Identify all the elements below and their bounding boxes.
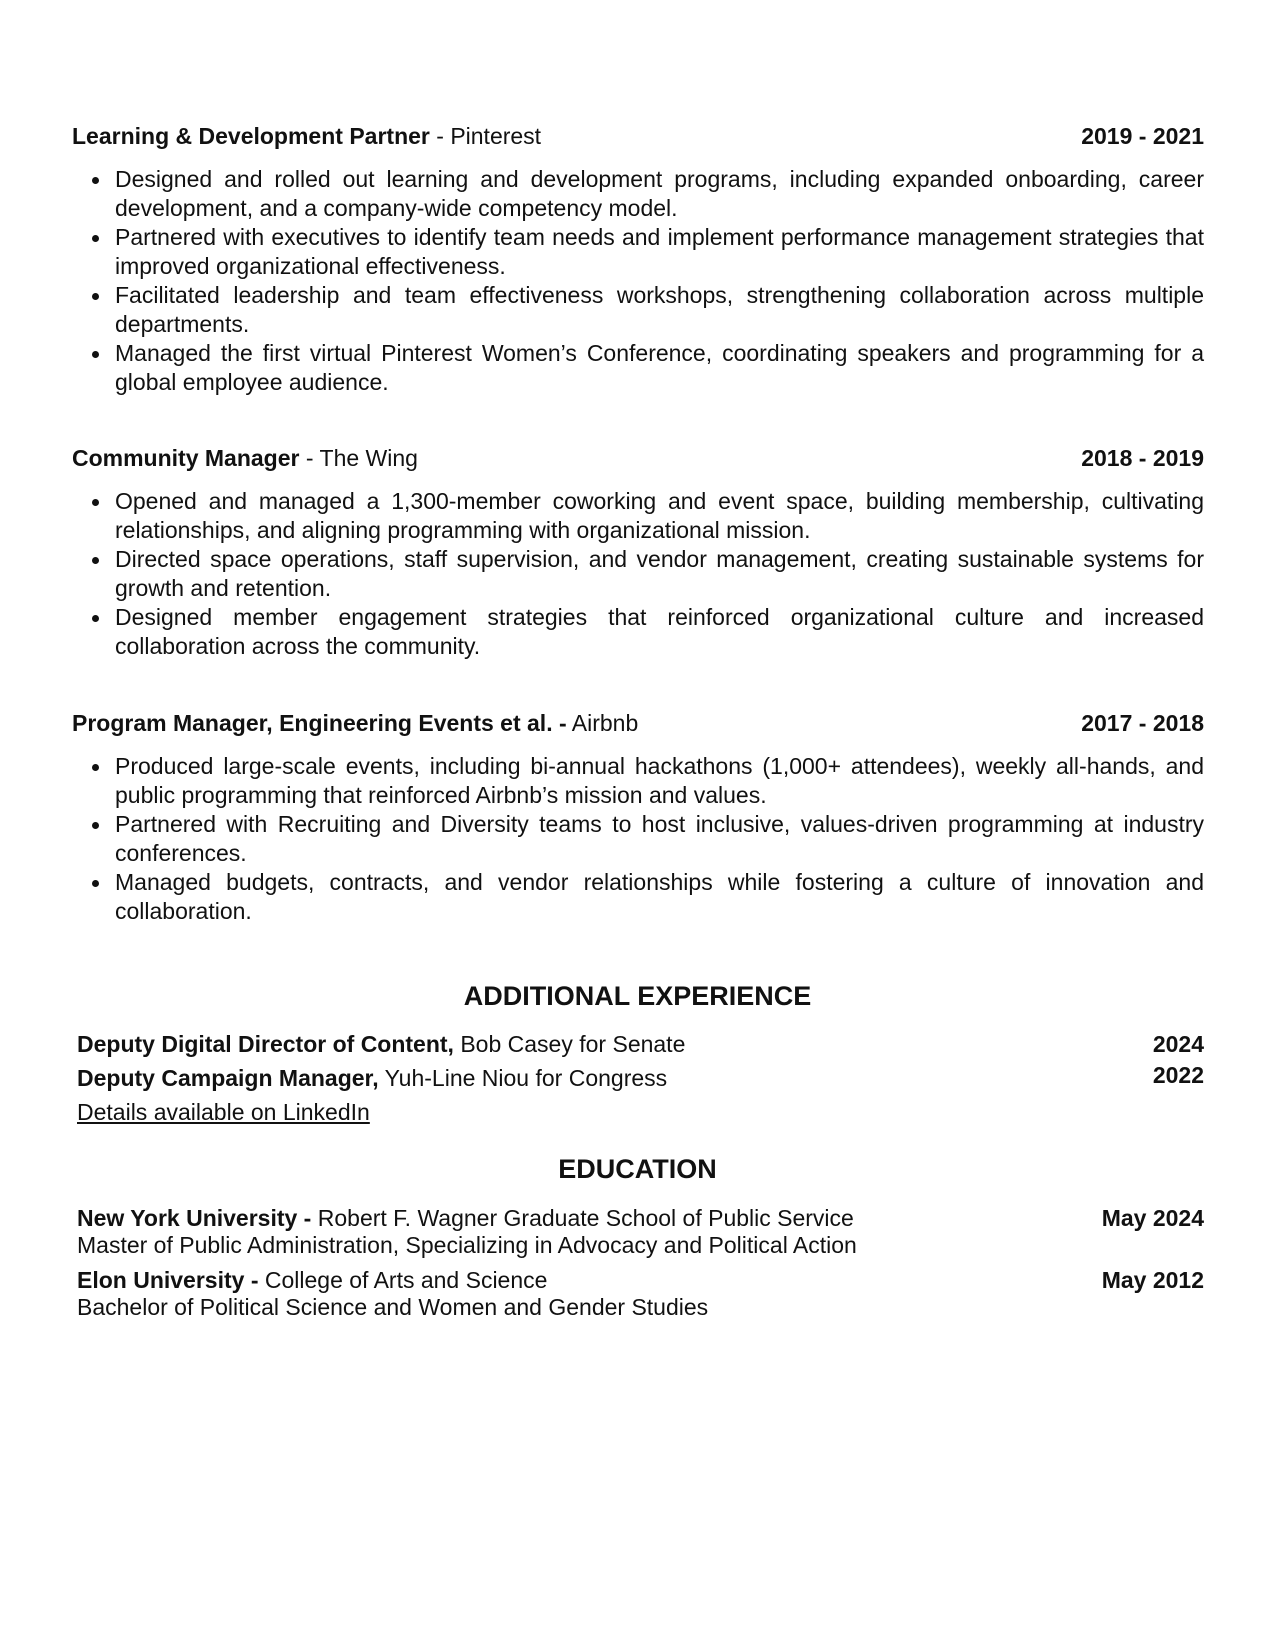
job-title: Program Manager, Engineering Events et al. - — [72, 710, 567, 736]
additional-year: 2024 — [1152, 1031, 1204, 1057]
bullet-item: Opened and managed a 1,300-member coworking and event space, building membership, cultivating relationships, and aligning programming with organizational mission. — [72, 487, 1204, 545]
bullet-item: Managed the first virtual Pinterest Women’s Conference, coordinating speakers and programming for a global employee audience. — [72, 339, 1204, 397]
education-item — [77, 1266, 1204, 1320]
education-degree: Master of Public Administration, Specializing in Advocacy and Political Action — [77, 1232, 857, 1258]
section-heading-education: EDUCATION — [558, 1154, 717, 1184]
additional-item — [77, 1030, 1204, 1058]
job-pinterest — [72, 121, 1204, 397]
job-bullets — [72, 487, 1204, 661]
job-header — [72, 708, 1204, 738]
additional-role: Deputy Digital Director of Content, — [77, 1031, 454, 1057]
education-date: May 2024 — [1101, 1205, 1204, 1231]
job-company: Airbnb — [571, 710, 639, 736]
education-date: May 2012 — [1101, 1267, 1204, 1293]
job-header — [72, 121, 1204, 151]
bullet-item: Managed budgets, contracts, and vendor relationships while fostering a culture of innovation and collaboration. — [72, 868, 1204, 926]
additional-item — [77, 1064, 1204, 1092]
job-bullets — [72, 752, 1204, 926]
job-separator: - — [305, 445, 320, 471]
education-college: Robert F. Wagner Graduate School of Public Service — [317, 1205, 854, 1231]
job-company: Pinterest — [450, 123, 542, 149]
education-college: College of Arts and Science — [264, 1267, 548, 1293]
education-school: New York University - — [77, 1205, 312, 1231]
job-title: Learning & Development Partner — [72, 123, 430, 149]
job-separator: - — [436, 123, 451, 149]
job-dates: 2017 - 2018 — [1081, 710, 1204, 736]
bullet-item: Partnered with Recruiting and Diversity teams to host inclusive, values-driven programming at industry conferences. — [72, 810, 1204, 868]
bullet-item: Partnered with executives to identify team needs and implement performance management strategies that improved organizational effectiveness. — [72, 223, 1204, 281]
additional-org: Yuh-Line Niou for Congress — [384, 1065, 668, 1091]
education-degree: Bachelor of Political Science and Women and Gender Studies — [77, 1294, 709, 1320]
job-company: The Wing — [319, 445, 418, 471]
bullet-item: Produced large-scale events, including bi-annual hackathons (1,000+ attendees), weekly all-hands, and public programming that reinforced Airbnb’s mission and values. — [72, 752, 1204, 810]
linkedin-details-link[interactable]: Details available on LinkedIn — [77, 1099, 370, 1125]
job-dates: 2019 - 2021 — [1081, 123, 1204, 149]
job-the-wing — [72, 443, 1204, 661]
additional-role: Deputy Campaign Manager, — [77, 1065, 379, 1091]
additional-year: 2022 — [1152, 1062, 1204, 1088]
job-title: Community Manager — [72, 445, 300, 471]
education-school: Elon University - — [77, 1267, 259, 1293]
job-dates: 2018 - 2019 — [1081, 445, 1204, 471]
bullet-item: Designed and rolled out learning and development programs, including expanded onboarding, career development, and a company-wide competency model. — [72, 165, 1204, 223]
bullet-item: Directed space operations, staff supervision, and vendor management, creating sustainable systems for growth and retention. — [72, 545, 1204, 603]
job-bullets — [72, 165, 1204, 397]
additional-org: Bob Casey for Senate — [460, 1031, 686, 1057]
bullet-item: Facilitated leadership and team effectiveness workshops, strengthening collaboration across multiple departments. — [72, 281, 1204, 339]
job-header — [72, 443, 1204, 473]
section-heading-additional-experience: ADDITIONAL EXPERIENCE — [463, 981, 812, 1011]
education-item — [77, 1204, 1204, 1258]
job-airbnb — [72, 708, 1204, 926]
bullet-item: Designed member engagement strategies that reinforced organizational culture and increased collaboration across the community. — [72, 603, 1204, 661]
